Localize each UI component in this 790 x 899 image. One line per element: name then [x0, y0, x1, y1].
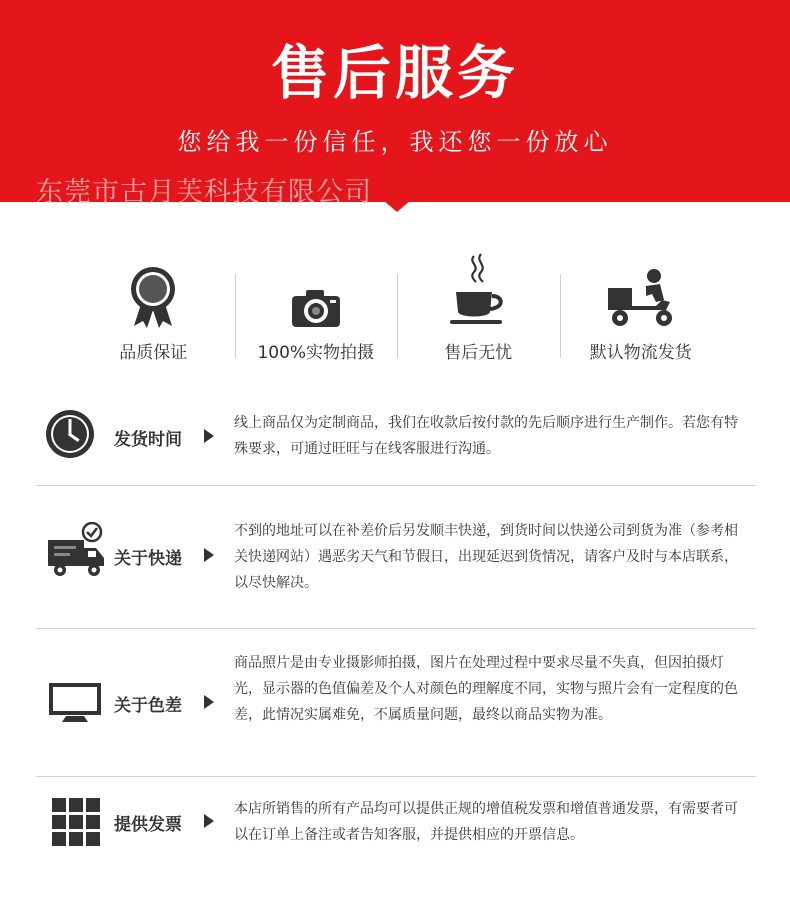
- feature-label: 售后无忧: [444, 343, 513, 363]
- feature-aftersales: [397, 252, 560, 364]
- divider: [36, 776, 756, 777]
- section-text: 商品照片是由专业摄影师拍摄，图片在处理过程中要求尽量不失真，但因拍摄灯光，显示器的色值偏差及个人对颜色的理解度不同，实物与照片会有一定程度的色差，此情况实属难免，不属质量问题，最终以商品实物为准。: [234, 655, 738, 723]
- arrow-icon: [204, 548, 214, 562]
- feature-photo: [235, 252, 398, 364]
- section-invoice: [36, 796, 756, 856]
- feature-row: [72, 252, 722, 364]
- section-title: 提供发票: [114, 815, 182, 835]
- banner-pointer: [383, 200, 411, 212]
- section-shipping-time: [36, 404, 756, 468]
- clock-icon: [44, 408, 96, 464]
- feature-logistics: [560, 252, 723, 364]
- grid-icon: [52, 798, 100, 850]
- page-subtitle: 您给我一份信任，我还您一份放心: [177, 128, 613, 156]
- feature-label: 默认物流发货: [589, 343, 692, 363]
- company-name: 东莞市古月芙科技有限公司: [36, 177, 372, 208]
- delivery-truck-icon: [46, 522, 106, 584]
- feature-label: 100%实物拍摄: [257, 343, 375, 363]
- monitor-icon: [48, 682, 102, 728]
- camera-icon: [291, 252, 341, 328]
- section-text: 不到的地址可以在补差价后另发顺丰快递，到货时间以快递公司到货为准（参考相关快递网站）遇恶劣天气和节假日，出现延迟到货情况，请客户及时与本店联系，以尽快解决。: [234, 523, 738, 591]
- section-color-difference: [36, 648, 756, 758]
- arrow-icon: [204, 429, 214, 443]
- section-text: 线上商品仅为定制商品，我们在收款后按付款的先后顺序进行生产制作。若您有特殊要求，可通过旺旺与在线客服进行沟通。: [234, 415, 738, 457]
- section-text: 本店所销售的所有产品均可以提供正规的增值税发票和增值普通发票，有需要者可以在订单上备注或者告知客服，并提供相应的开票信息。: [234, 801, 738, 843]
- section-courier: [36, 516, 756, 606]
- feature-quality: [72, 252, 235, 364]
- divider: [36, 628, 756, 629]
- award-ribbon-icon: [130, 252, 176, 328]
- delivery-scooter-icon: [606, 252, 676, 328]
- coffee-cup-icon: [448, 252, 508, 328]
- feature-label: 品质保证: [119, 343, 188, 363]
- section-title: 关于色差: [114, 696, 182, 716]
- arrow-icon: [204, 695, 214, 709]
- page-title: 售后服务: [270, 39, 519, 107]
- arrow-icon: [204, 814, 214, 828]
- divider: [36, 485, 756, 486]
- section-title: 发货时间: [114, 430, 182, 450]
- section-title: 关于快递: [114, 549, 182, 569]
